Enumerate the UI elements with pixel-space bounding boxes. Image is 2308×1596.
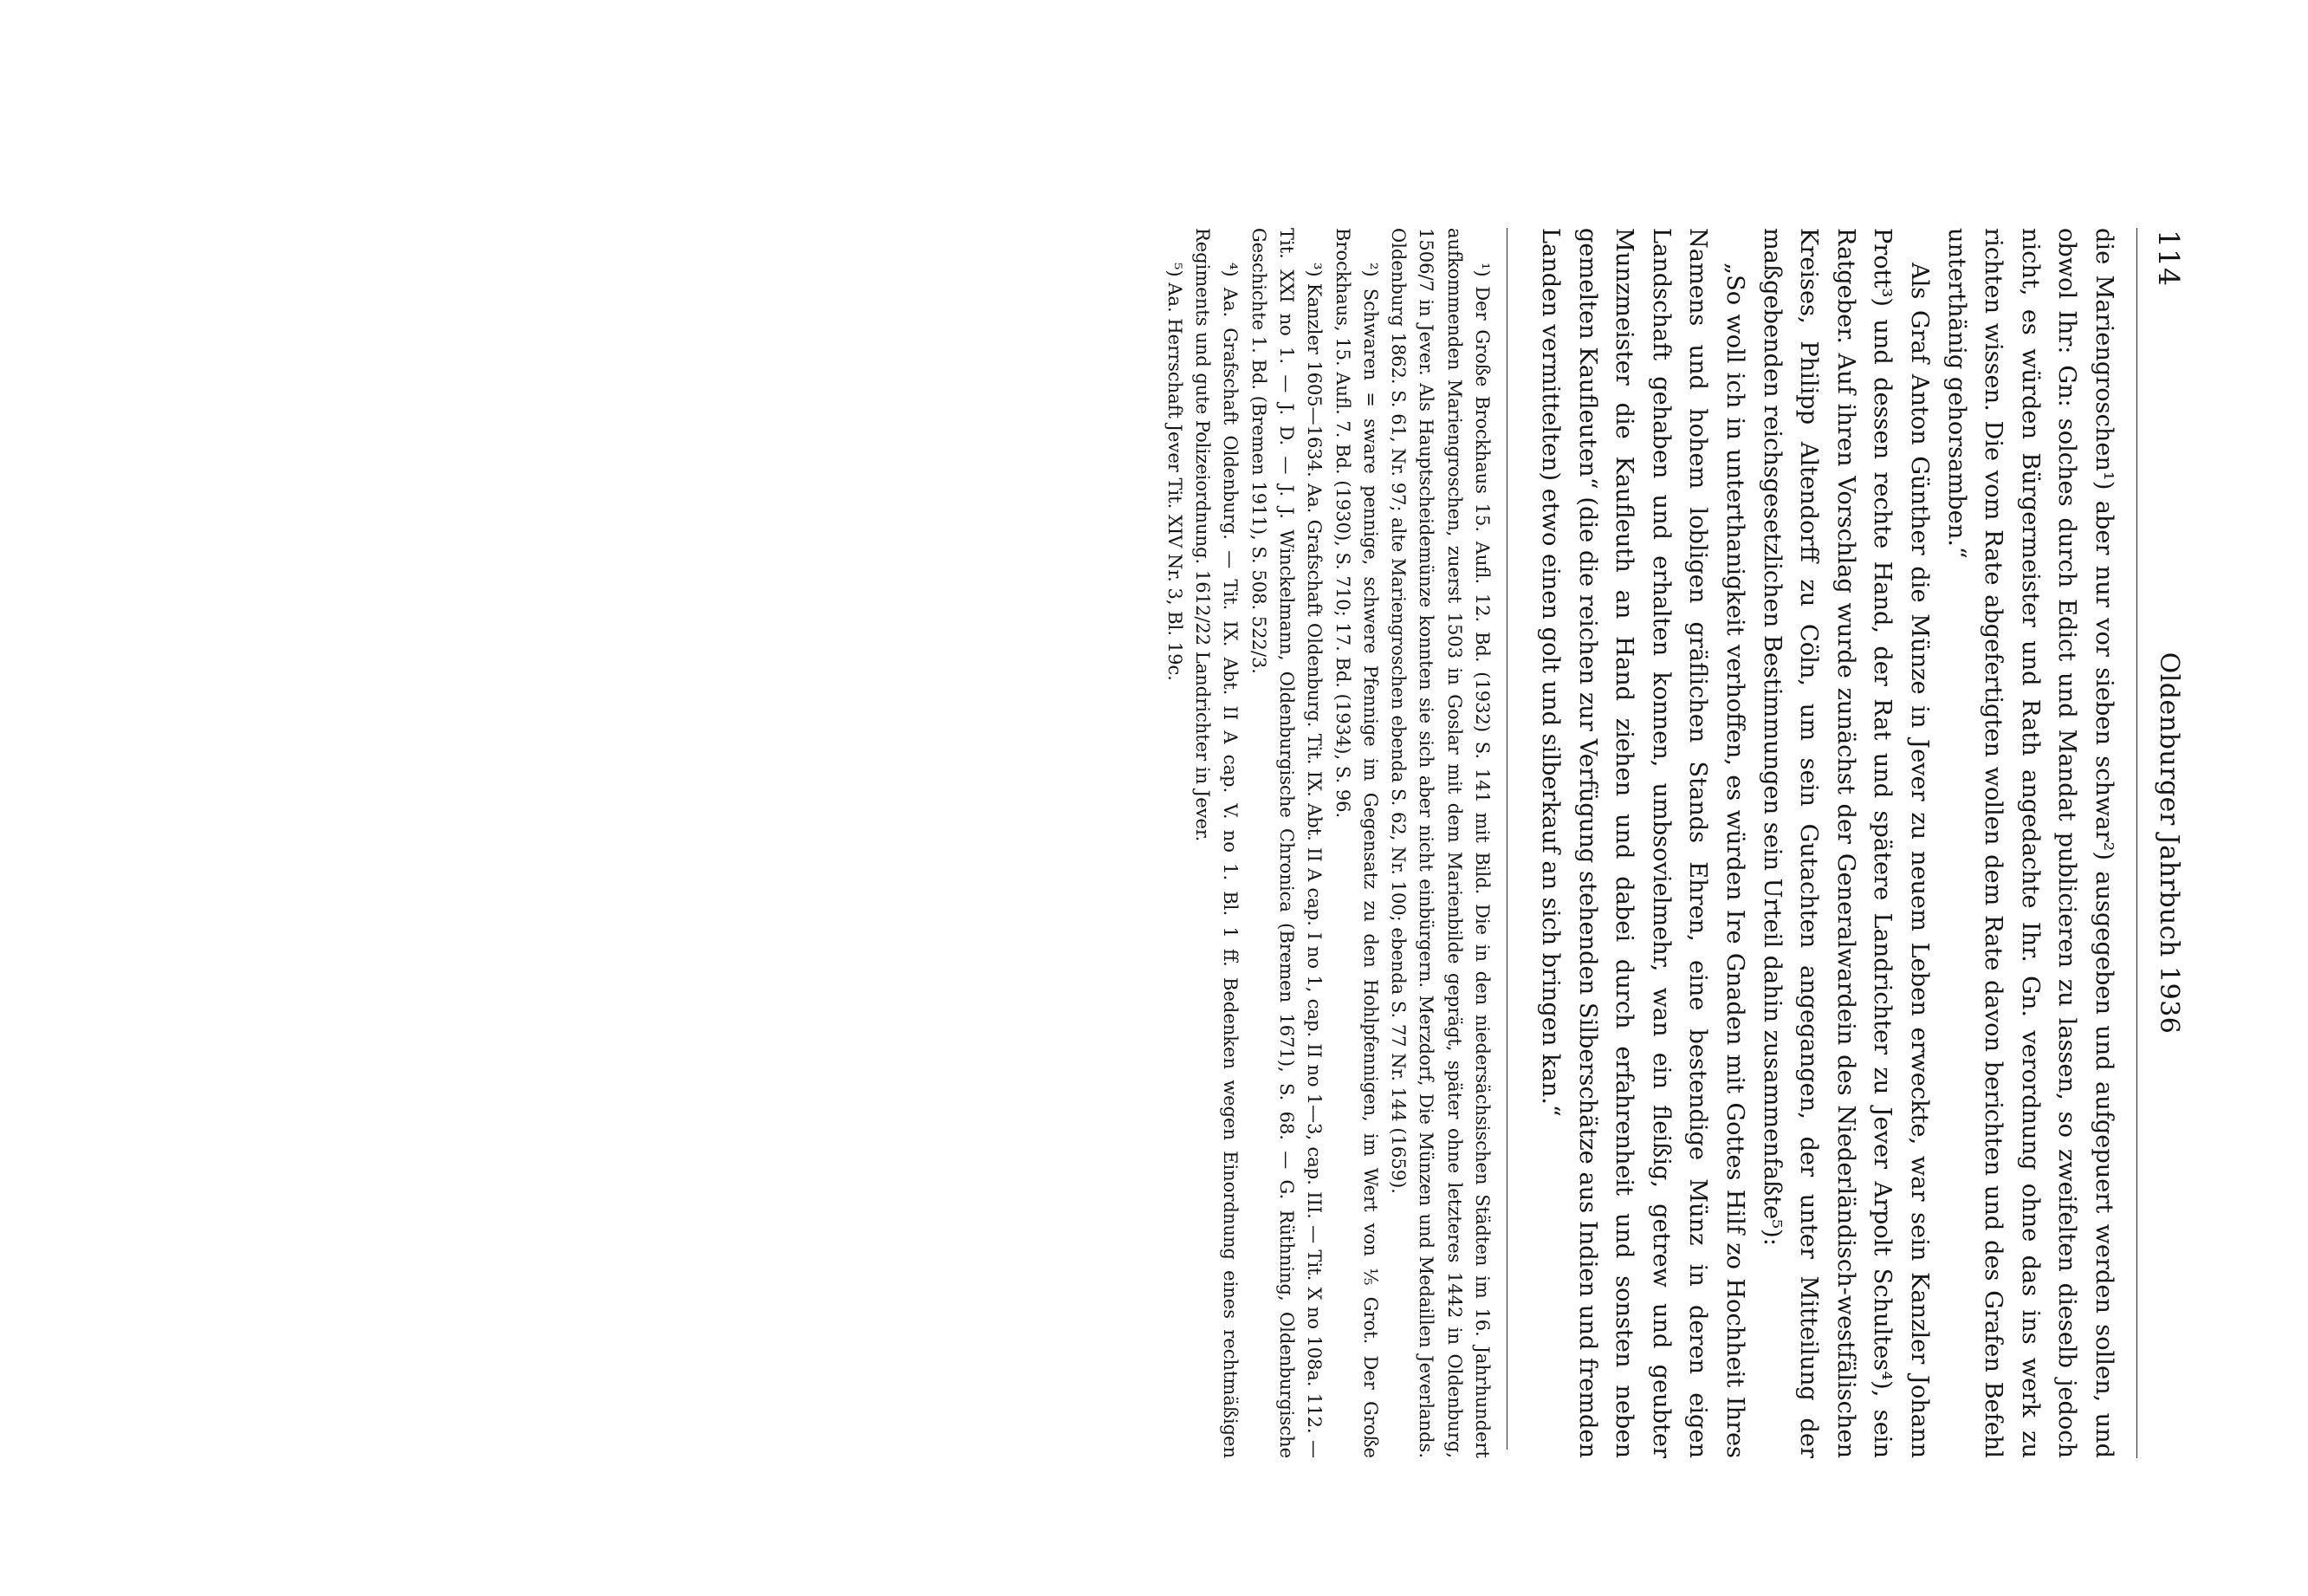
running-head bbox=[2146, 228, 2189, 1458]
footnote-2: ²) Schwaren = sware pennige, schwere Pfennige im Gegensatz zu den Hohlpfennigen, im Wert von ⅕ Grot. Der Große Brockhaus, 15. Aufl. 7. Bd. (1930), S. 710; 17. Bd. (1934), S. 96. bbox=[1332, 228, 1381, 1458]
journal-title: Oldenburger Jahrbuch 1936 bbox=[2154, 652, 2184, 1035]
main-text bbox=[1532, 228, 2123, 1458]
paragraph-continuation: die Mariengroschen¹) aber nur vor sieben schwar²) ausgegeben und aufgepuert werden sollen, und obwol Ihr: Gn: solches durch Edict und Mandat publicieren zu lassen, so zweifelten dieselb jedoch nicht, es würden Bürgermeister und Rath angedachte Ihr. Gn. verordnung ohne das ins werk zu richten wissen. Die vom Rate abgefertigten wollen dem Rate davon berichten und des Grafen Befehl unterthänig gehorsamben.“ bbox=[1942, 228, 2117, 1458]
footnote-5: ⁵) Aa. Herrschaft Jever Tit. XIV Nr. 3, Bl. 19c. bbox=[1164, 263, 1185, 681]
footnote-3: ³) Kanzler 1605—1634. Aa. Grafschaft Oldenburg. Tit. IX. Abt. II A cap. I no 1, cap. II no 1—3, cap. III. — Tit. X no 108a. 112. — Tit. XXI no 1. — J. D. — J. J. Winckelmann, Oldenburgische Chronica (Bremen 1671), S. 68. — G. Rüthning, Oldenburgische Geschichte 1. Bd. (Bremen 1911), S. 508. 522/3. bbox=[1248, 228, 1326, 1458]
header-rule bbox=[2136, 228, 2137, 1458]
footnotes bbox=[1160, 228, 1496, 1458]
footnote-4: ⁴) Aa. Grafschaft Oldenburg. — Tit. IX. Abt. II A cap. V. no 1. Bl. 1 ff. Bedenken wegen Einordnung eines rechtmäßigen Regiments und gute Polizeiordnung. 1612/22 Landrichter in Jever. bbox=[1192, 228, 1242, 1458]
paragraph-anton-guenther: Als Graf Anton Günther die Münze in Jever zu neuem Leben erweckte, war sein Kanzler Johann Prott³) und dessen rechte Hand, der Rat und spätere Landrichter zu Jever Arpolt Schultes⁴), sein Ratgeber. Auf ihren Vorschlag wurde zunächst der Generalwardein des Niederländisch-westfälischen Kreises, Philipp Altendorff zu Cöln, um sein Gutachten angegangen, der unter Mitteilung der maßgebenden reichsgesetzlichen Bestimmungen sein Urteil dahin zusammenfaßte⁵): bbox=[1758, 228, 1934, 1458]
footnote-1: ¹) Der Große Brockhaus 15. Aufl. 12. Bd. (1932) S. 141 mit Bild. Die in den niedersächsischen Städten im 16. Jahrhundert aufkommenden Mariengroschen, zuerst 1503 in Goslar mit dem Marienbilde geprägt, später ohne letzteres 1442 in Oldenburg, 1506/7 in Jever. Als Hauptscheidemünze konnten sie sich aber nicht einbürgern. Merzdorf, Die Münzen und Medaillen Jeverlands. Oldenburg 1862. S. 61, Nr. 97; alte Mariengroschen ebenda S. 62, Nr. 100; ebenda S. 77 Nr. 144 (1659). bbox=[1388, 228, 1493, 1458]
rotated-journal-page bbox=[1150, 228, 2189, 1458]
page-number: 114 bbox=[2152, 230, 2186, 287]
quotation-altendorff: „So woll ich in unterthanigkeit verhoffen, es würden Ire Gnaden mit Gottes Hilf zo Hochheit Ihres Namens und hohem lobligen gräflichen Stands Ehren, eine bestendige Münz in deren eigen Landschaft gehaben und erhalten konnen, umbsovielmehr, wan ein fleißig, getrew und geubter Munzmeister die Kaufleuth an Hand ziehen und dabei durch erfahrenheit und sonsten neben gemelten Kaufleuten“ (die die reichen zur Verfügung stehenden Silberschätze aus Indien und fremden Landen vermittelten) etwo einen golt und silberkauf an sich bringen kan.“ bbox=[1537, 228, 1749, 1458]
